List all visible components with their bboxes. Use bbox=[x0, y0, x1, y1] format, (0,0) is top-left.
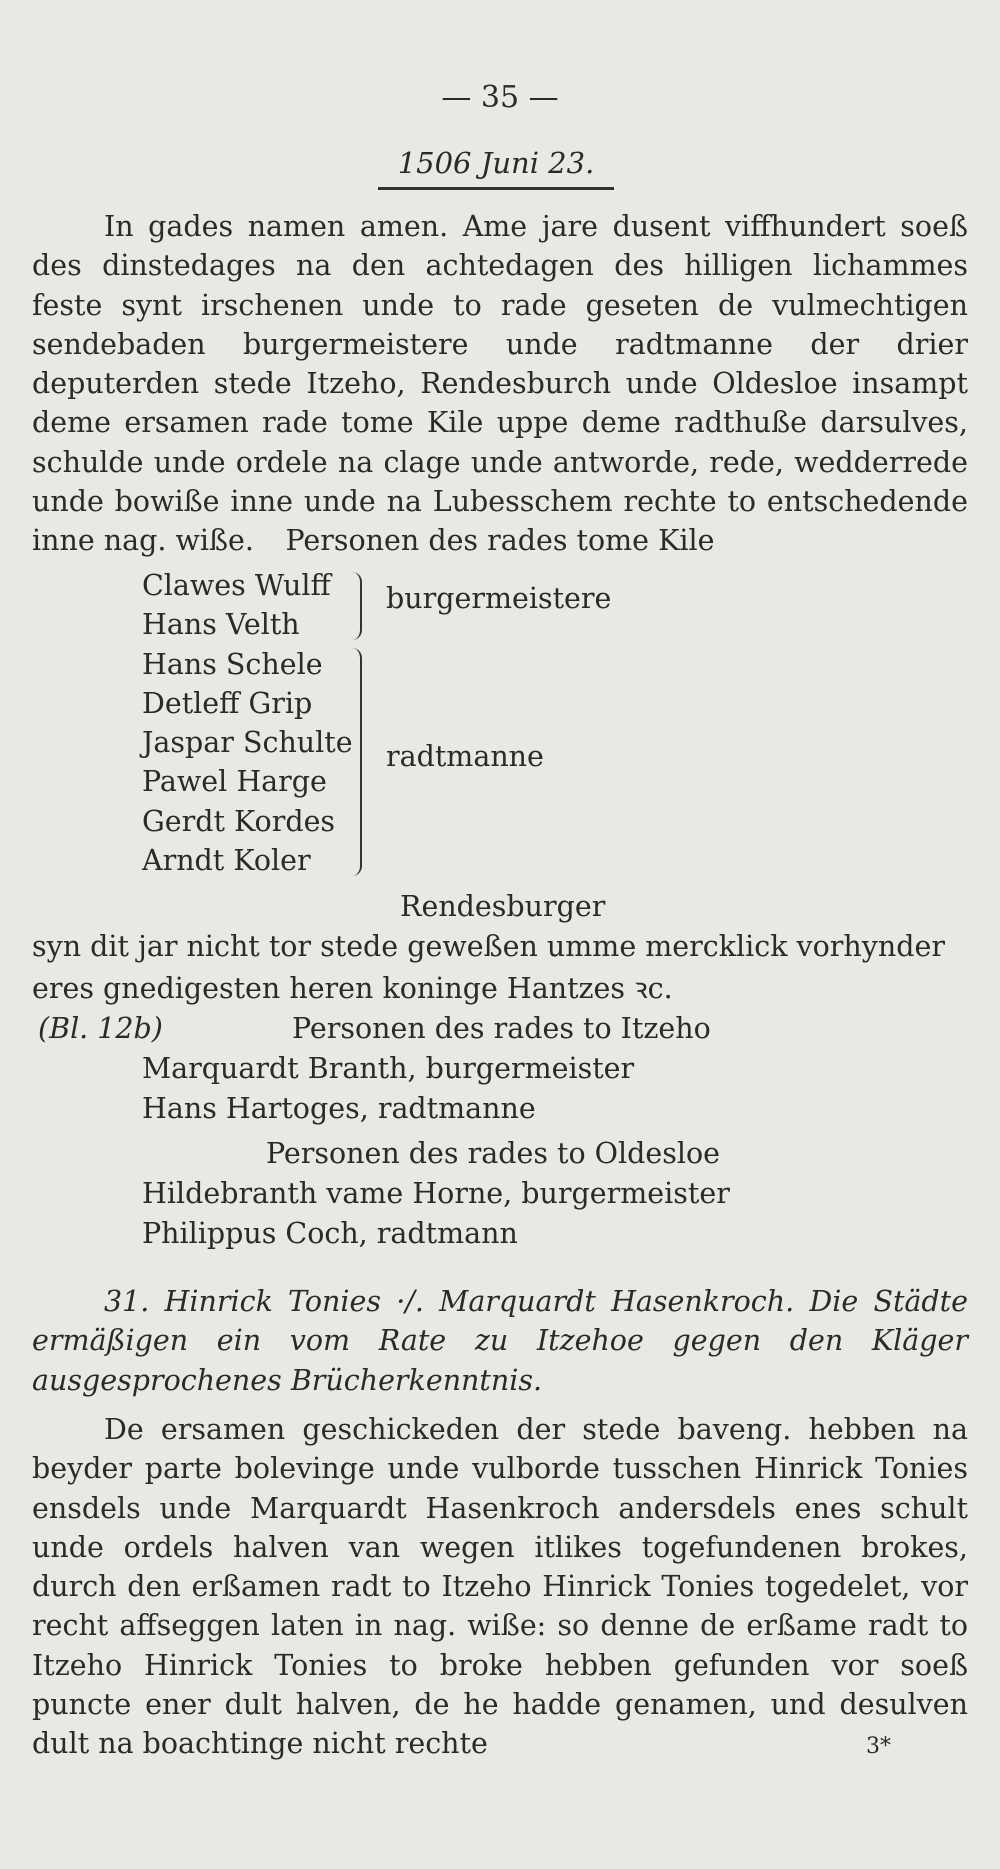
name-item: Gerdt Kordes bbox=[142, 804, 336, 838]
folio-reference: (Bl. 12b) bbox=[38, 1012, 163, 1045]
section-31-heading: 31. Hinrick Tonies ·/. Marquardt Hasenkroch. Die Städte ermäßigen ein vom Rate zu Itzehoe gegen den Kläger ausgesprochenes Brücherkenntnis. bbox=[32, 1285, 968, 1397]
itzeho-member-2: Hans Hartoges, radtmanne bbox=[142, 1092, 536, 1125]
name-item: Detleff Grip bbox=[142, 686, 313, 720]
name-item: Clawes Wulff bbox=[142, 569, 331, 602]
judgment-paragraph: De ersamen geschickeden der stede baveng. hebben na beyder parte bolevinge unde vulborde tusschen Hinrick Tonies ensdels unde Marquardt Hasenkroch andersdels enes schult unde ordels halven van wegen itlikes togefundenen brokes, durch den erßamen radt to Itzeho Hinrick Tonies togedelet, vor recht affseggen laten in nag. wiße: so denne de erßame radt to Itzeho Hinrick Tonies to broke hebben gefunden vor soeß puncte ener dult halven, de he hadde genamen, und desulven dult na boachtinge nicht rechte bbox=[32, 1413, 968, 1761]
burgermeistere-brace bbox=[352, 572, 362, 640]
itzeho-heading: Personen des rades to Itzeho bbox=[292, 1012, 711, 1045]
page-number: — 35 — bbox=[441, 80, 559, 115]
oldesloe-member-2: Philippus Coch, radtmann bbox=[142, 1217, 518, 1250]
date-underline bbox=[378, 187, 614, 190]
name-item: Jaspar Schulte bbox=[142, 726, 353, 760]
date-heading: 1506 Juni 23. bbox=[397, 146, 595, 180]
name-item: Arndt Koler bbox=[142, 844, 311, 878]
rendesburger-heading: Rendesburger bbox=[400, 890, 606, 923]
kile-names-list bbox=[142, 566, 353, 880]
radtmanne-label: radtmanne bbox=[386, 740, 544, 773]
name-item: Pawel Harge bbox=[142, 765, 327, 799]
oldesloe-member-1: Hildebranth vame Horne, burgermeister bbox=[142, 1177, 730, 1210]
oldesloe-heading: Personen des rades to Oldesloe bbox=[266, 1137, 721, 1170]
opening-paragraph: In gades namen amen. Ame jare dusent viffhundert soeß des dinstedages na den achtedagen des hilligen lichammes feste synt irschenen unde to rade geseten de vulmechtigen sendebaden burgermeistere unde radtmanne der drier deputerden stede Itzeho, Rendesburch unde Oldesloe insampt deme ersamen rade tome Kile uppe deme radthuße darsulves, schulde unde ordele na clage unde antworde, rede, wedderrede unde bowiße inne unde na Lubesschem rechte to entschedende inne nag. wiße. bbox=[32, 210, 968, 558]
kile-heading: Personen des rades tome Kile bbox=[285, 524, 715, 557]
rendesburger-text-1: syn dit jar nicht tor stede geweßen umme mercklick vorhynder bbox=[32, 930, 945, 963]
burgermeistere-label: burgermeistere bbox=[386, 582, 612, 615]
rendesburger-text-2: eres gnedigesten heren koninge Hantzes ꝛc. bbox=[32, 972, 673, 1005]
itzeho-member-1: Marquardt Branth, burgermeister bbox=[142, 1052, 635, 1085]
name-item: Hans Velth bbox=[142, 608, 300, 642]
radtmanne-brace bbox=[352, 648, 362, 876]
name-item: Hans Schele bbox=[142, 647, 323, 681]
signature-mark: 3* bbox=[866, 1734, 891, 1759]
